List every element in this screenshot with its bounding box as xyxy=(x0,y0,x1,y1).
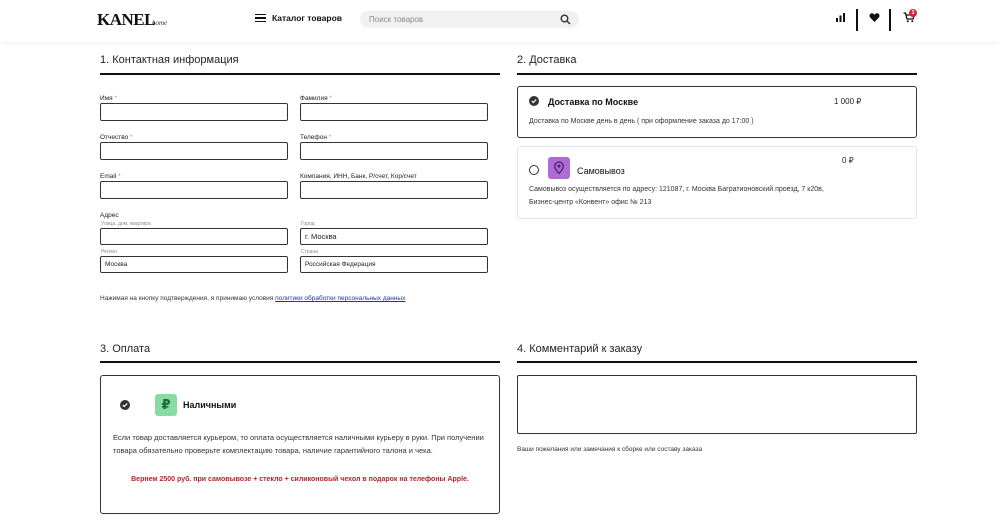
comment-section-divider xyxy=(517,361,917,363)
phone-label: Телефон * xyxy=(300,134,332,141)
street-field[interactable] xyxy=(100,228,288,245)
logo-script: home xyxy=(152,19,168,27)
checkmark-icon xyxy=(120,400,130,410)
phone-field[interactable] xyxy=(300,142,488,160)
last-name-label: Фамилия * xyxy=(300,95,332,102)
comment-section-title: 4. Комментарий к заказу xyxy=(517,343,643,355)
payment-cash-description: Если товар доставляется курьером, то оплата осуществляется наличными курьеру в руки. При получении товара обязательно проверьте комплектацию товара, наличие гарантийного талона и чека. xyxy=(113,433,484,455)
street-label: Улица, дом, квартира xyxy=(101,221,151,227)
pickup-description-line2: Бизнес-центр «Конвент» офис № 213 xyxy=(529,199,652,206)
privacy-policy-link[interactable]: политики обработки персональных данных xyxy=(275,295,406,302)
city-field[interactable] xyxy=(300,228,488,245)
promo-text: Вернем 2500 руб. при самовывозе + стекло + силиконовый чехол в подарок на телефоны Apple. xyxy=(131,476,469,483)
catalog-menu-button[interactable] xyxy=(255,13,342,23)
patronymic-label: Отчество * xyxy=(100,134,133,141)
city-label: Город xyxy=(301,221,315,227)
header-divider xyxy=(889,9,891,31)
location-pin-icon xyxy=(548,157,570,179)
contact-section-divider xyxy=(100,73,500,75)
patronymic-field[interactable] xyxy=(100,142,288,160)
pickup-radio[interactable] xyxy=(529,165,539,175)
comment-hint: Ваши пожелания или замечания к сборке или составу заказа xyxy=(517,446,703,453)
logo[interactable]: KANEL xyxy=(97,10,155,29)
search-icon[interactable] xyxy=(560,14,571,25)
delivery-moscow-description: Доставка по Москве день в день ( при оформление заказа до 17:00 ) xyxy=(529,118,754,125)
comment-textarea[interactable] xyxy=(517,375,917,434)
first-name-field[interactable] xyxy=(100,103,288,121)
delivery-option-moscow[interactable] xyxy=(517,86,917,138)
last-name-field[interactable] xyxy=(300,103,488,121)
delivery-moscow-price: 1 000 ₽ xyxy=(834,97,862,106)
pickup-title: Самовывоз xyxy=(577,166,625,176)
delivery-moscow-title: Доставка по Москве xyxy=(548,97,639,107)
catalog-label: Каталог товаров xyxy=(272,13,342,23)
email-label: Email * xyxy=(100,173,121,180)
checkmark-icon xyxy=(529,96,539,106)
company-field[interactable] xyxy=(300,181,488,199)
payment-section-title: 3. Оплата xyxy=(100,343,151,355)
payment-cash-title: Наличными xyxy=(183,400,237,410)
pickup-description-line1: Самовывоз осуществляется по адресу: 121087, г. Москва Багратионовский проезд, 7 к20в, xyxy=(529,186,824,193)
email-field[interactable] xyxy=(100,181,288,199)
consent-text: Нажимая на кнопку подтверждения, я принимаю условия политики обработки персональных данных xyxy=(100,295,406,302)
region-label: Регион xyxy=(101,249,118,255)
delivery-section-title: 2. Доставка xyxy=(517,54,577,66)
compare-icon[interactable] xyxy=(835,12,846,23)
search-bar xyxy=(360,11,579,28)
ruble-icon: ₽ xyxy=(155,394,177,416)
payment-section-divider xyxy=(100,361,500,363)
site-header xyxy=(0,0,1000,42)
heart-icon[interactable] xyxy=(869,12,880,23)
cart-count-badge: 3 xyxy=(909,9,917,17)
contact-section-title: 1. Контактная информация xyxy=(100,54,239,66)
country-label: Страна xyxy=(301,249,319,255)
pickup-price: 0 ₽ xyxy=(842,156,854,165)
header-divider xyxy=(856,9,858,31)
first-name-label: Имя * xyxy=(100,95,118,102)
company-label: Компания, ИНН, Банк, Р/счет, Кор/счет xyxy=(300,173,417,180)
country-field[interactable] xyxy=(300,256,488,273)
delivery-section-divider xyxy=(517,73,917,75)
menu-icon xyxy=(255,14,266,23)
search-input[interactable] xyxy=(369,13,549,26)
address-label: Адрес xyxy=(100,212,119,219)
region-field[interactable] xyxy=(100,256,288,273)
